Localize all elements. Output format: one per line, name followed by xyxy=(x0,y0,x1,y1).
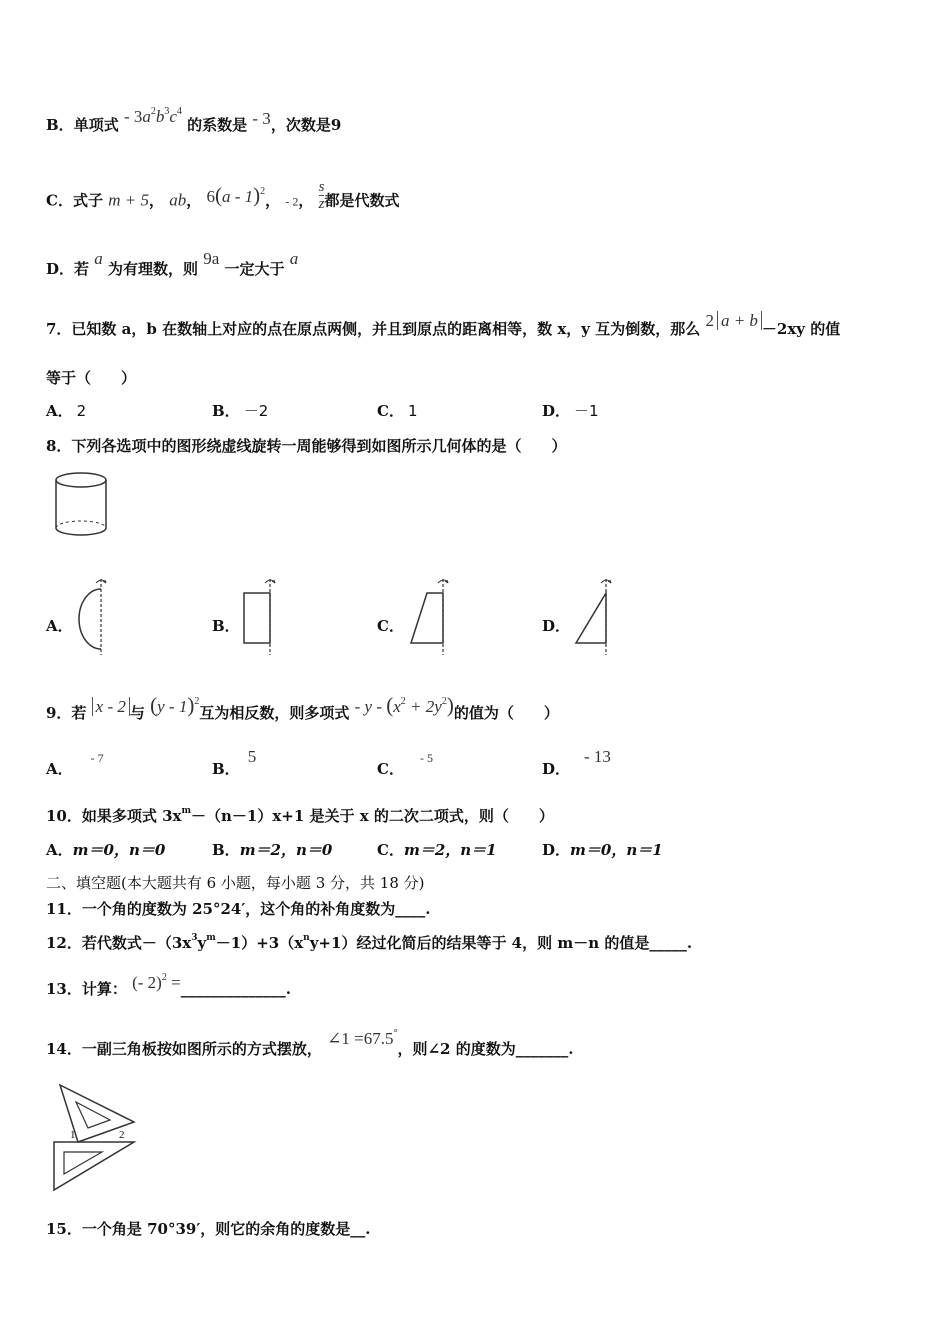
q9-option-b[interactable]: B．5 xyxy=(212,747,257,778)
semicircle-figure xyxy=(70,575,120,657)
q8-option-d[interactable]: D． xyxy=(542,617,571,635)
q6-option-c: C．式子 m + 5， ab， 6(a - 1)$^2$， - 2， $\frac{s}{z}$ 都是代数式 xyxy=(46,179,400,212)
q10-option-a[interactable]: A．m＝0，n＝0 xyxy=(46,841,166,859)
q12-question: 12．若代数式$-(3x^3y^m-1)+3(x^ny+1)$经过化简后的结果等于 4，则 m－n 的值是_____. xyxy=(46,933,693,952)
section-2-heading: 二、填空题(本大题共有 6 小题，每小题 3 分，共 18 分) xyxy=(46,874,425,892)
angle-2-label: 2 xyxy=(119,1129,125,1141)
q10-option-b[interactable]: B．m＝2，n＝0 xyxy=(212,841,333,859)
q14-question: 14．一副三角板按如图所示的方式摆放， ∠1 =67.5°，则∠2 的度数为_______. xyxy=(46,1028,574,1058)
q10-option-c[interactable]: C．m＝2，n＝1 xyxy=(377,841,497,859)
q9-option-a[interactable]: A．$^{- 7}$ xyxy=(46,751,104,778)
q7-option-a[interactable]: A． 2 xyxy=(46,402,87,420)
q9-question: 9．若 x - 2 与 (y - 1)$^2$互为相反数，则多项式 - $y - (x^2 + 2y^2)$的值为（ ） xyxy=(46,693,559,722)
q8-option-b[interactable]: B． xyxy=(212,617,240,635)
angle-1-label: 1 xyxy=(70,1129,76,1141)
q7-option-b[interactable]: B． －2 xyxy=(212,402,269,420)
q9-option-c[interactable]: C．$^{- 5}$ xyxy=(377,751,433,778)
q7-option-d[interactable]: D． －1 xyxy=(542,402,599,420)
q10-option-d[interactable]: D．m＝0，n＝1 xyxy=(542,841,663,859)
q6-option-b: B．单项式 - $3a^2b^3c^4$ 的系数是 - 3，次数是9 xyxy=(46,106,342,134)
cylinder-figure xyxy=(50,470,112,540)
q8-option-a[interactable]: A． xyxy=(46,617,73,635)
q7-option-c[interactable]: C． 1 xyxy=(377,402,418,420)
q7-question: 7．已知数 a，b 在数轴上对应的点在原点两侧，并且到原点的距离相等，数 x，y 互为倒数，那么 2 a + b －2xy 的值 xyxy=(46,311,841,338)
q8-question: 8．下列各选项中的图形绕虚线旋转一周能够得到如图所示几何体的是（ ） xyxy=(46,437,567,455)
q10-question: 10．如果多项式 $3x^m-(n-1)x+1$ 是关于 x 的二次二项式，则（ ） xyxy=(46,806,554,825)
q6-option-d: D．若 a 为有理数，则 9a 一定大于 a xyxy=(46,249,299,278)
q11-question: 11．一个角的度数为 25°24′，这个角的补角度数为____. xyxy=(46,900,431,918)
q8-option-c[interactable]: C． xyxy=(377,617,404,635)
triangle-rulers-figure xyxy=(50,1080,140,1195)
q15-question: 15．一个角是 70°39′，则它的余角的度数是__. xyxy=(46,1220,371,1238)
q13-question: 13．计算： (- 2)$^2$ =______________. xyxy=(46,972,291,998)
q9-option-d[interactable]: D．- 13 xyxy=(542,747,611,778)
trapezoid-figure xyxy=(405,575,455,657)
triangle-figure xyxy=(570,575,620,657)
rectangle-figure xyxy=(238,575,288,657)
q7-question-cont: 等于（ ） xyxy=(46,369,137,387)
